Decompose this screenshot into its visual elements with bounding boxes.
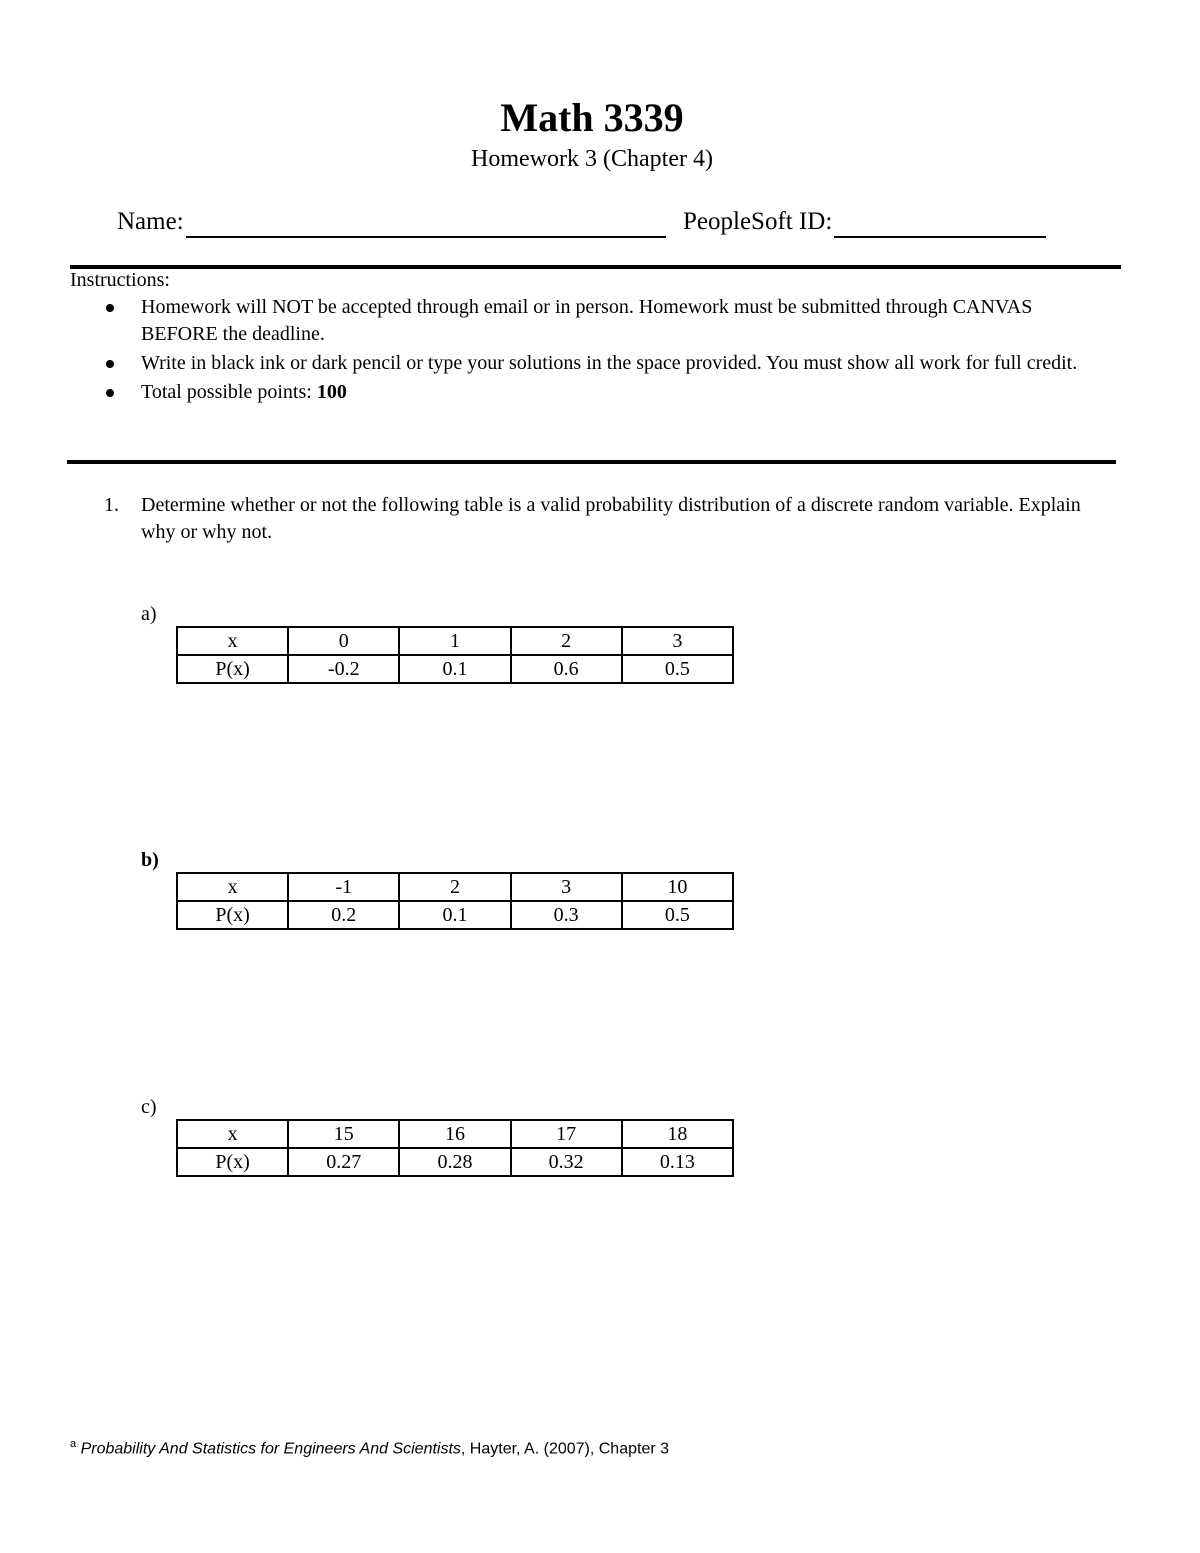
footnote-marker: a bbox=[70, 1438, 77, 1450]
table-cell: 0.27 bbox=[288, 1148, 399, 1176]
table-cell: 18 bbox=[622, 1120, 733, 1148]
table-cell: -1 bbox=[288, 873, 399, 901]
table-cell: 0.6 bbox=[511, 655, 622, 683]
table-cell: -0.2 bbox=[288, 655, 399, 683]
question-number: 1. bbox=[104, 494, 119, 516]
table-cell: P(x) bbox=[177, 901, 288, 929]
top-divider bbox=[70, 265, 1121, 269]
table-row bbox=[177, 655, 733, 683]
instruction-text: Total possible points: bbox=[141, 381, 317, 403]
name-label: Name: bbox=[117, 208, 184, 235]
table-cell: 17 bbox=[511, 1120, 622, 1148]
list-item bbox=[104, 379, 1114, 406]
table-cell: x bbox=[177, 627, 288, 655]
instruction-text: Homework will NOT be accepted through email or in person. Homework must be submitted through CANVAS BEFORE the deadline. bbox=[141, 296, 1033, 345]
part-a-label: a) bbox=[141, 603, 157, 625]
part-a-table bbox=[176, 626, 734, 684]
table-cell: P(x) bbox=[177, 1148, 288, 1176]
table-cell: x bbox=[177, 1120, 288, 1148]
bullet-icon bbox=[106, 304, 114, 312]
table-row bbox=[177, 627, 733, 655]
part-b-table bbox=[176, 872, 734, 930]
instructions-list bbox=[104, 294, 1114, 408]
name-field[interactable] bbox=[117, 206, 666, 238]
table-cell: 3 bbox=[622, 627, 733, 655]
instruction-text: Write in black ink or dark pencil or type your solutions in the space provided. You must show all work for full credit. bbox=[141, 352, 1078, 374]
table-row bbox=[177, 901, 733, 929]
question-text: Determine whether or not the following table is a valid probability distribution of a discrete random variable. Explain why or why not. bbox=[141, 494, 1081, 543]
name-blank-line[interactable] bbox=[186, 214, 666, 238]
bullet-icon bbox=[106, 360, 114, 368]
table-cell: 0 bbox=[288, 627, 399, 655]
table-cell: 1 bbox=[399, 627, 510, 655]
question-1 bbox=[104, 492, 1104, 546]
page-title: Math 3339 bbox=[500, 95, 684, 140]
instructions-heading: Instructions: bbox=[70, 269, 170, 291]
table-cell: 2 bbox=[511, 627, 622, 655]
peoplesoft-id-blank-line[interactable] bbox=[834, 214, 1046, 238]
table-cell: 0.13 bbox=[622, 1148, 733, 1176]
table-cell: P(x) bbox=[177, 655, 288, 683]
table-cell: 2 bbox=[399, 873, 510, 901]
table-row bbox=[177, 873, 733, 901]
table-cell: 0.1 bbox=[399, 655, 510, 683]
table-cell: 10 bbox=[622, 873, 733, 901]
table-cell: x bbox=[177, 873, 288, 901]
table-cell: 0.28 bbox=[399, 1148, 510, 1176]
table-cell: 0.5 bbox=[622, 901, 733, 929]
part-b-label: b) bbox=[141, 849, 159, 871]
page-subtitle: Homework 3 (Chapter 4) bbox=[471, 146, 713, 172]
total-points-value: 100 bbox=[316, 381, 347, 403]
table-cell: 0.32 bbox=[511, 1148, 622, 1176]
footnote-citation: , Hayter, A. (2007), Chapter 3 bbox=[460, 1440, 670, 1458]
table-cell: 0.1 bbox=[399, 901, 510, 929]
table-row bbox=[177, 1120, 733, 1148]
footnote bbox=[70, 1433, 669, 1460]
part-c-table bbox=[176, 1119, 734, 1177]
part-c-label: c) bbox=[141, 1096, 157, 1118]
bullet-icon bbox=[106, 389, 114, 397]
peoplesoft-id-label: PeopleSoft ID: bbox=[683, 208, 833, 235]
list-item bbox=[104, 350, 1114, 377]
table-cell: 0.3 bbox=[511, 901, 622, 929]
bottom-divider bbox=[67, 460, 1116, 464]
table-row bbox=[177, 1148, 733, 1176]
table-cell: 0.5 bbox=[622, 655, 733, 683]
table-cell: 15 bbox=[288, 1120, 399, 1148]
table-cell: 0.2 bbox=[288, 901, 399, 929]
list-item bbox=[104, 294, 1114, 348]
table-cell: 16 bbox=[399, 1120, 510, 1148]
table-cell: 3 bbox=[511, 873, 622, 901]
footnote-book-title: Probability And Statistics for Engineers And Scientists bbox=[80, 1440, 461, 1458]
peoplesoft-id-field[interactable] bbox=[683, 206, 1046, 238]
